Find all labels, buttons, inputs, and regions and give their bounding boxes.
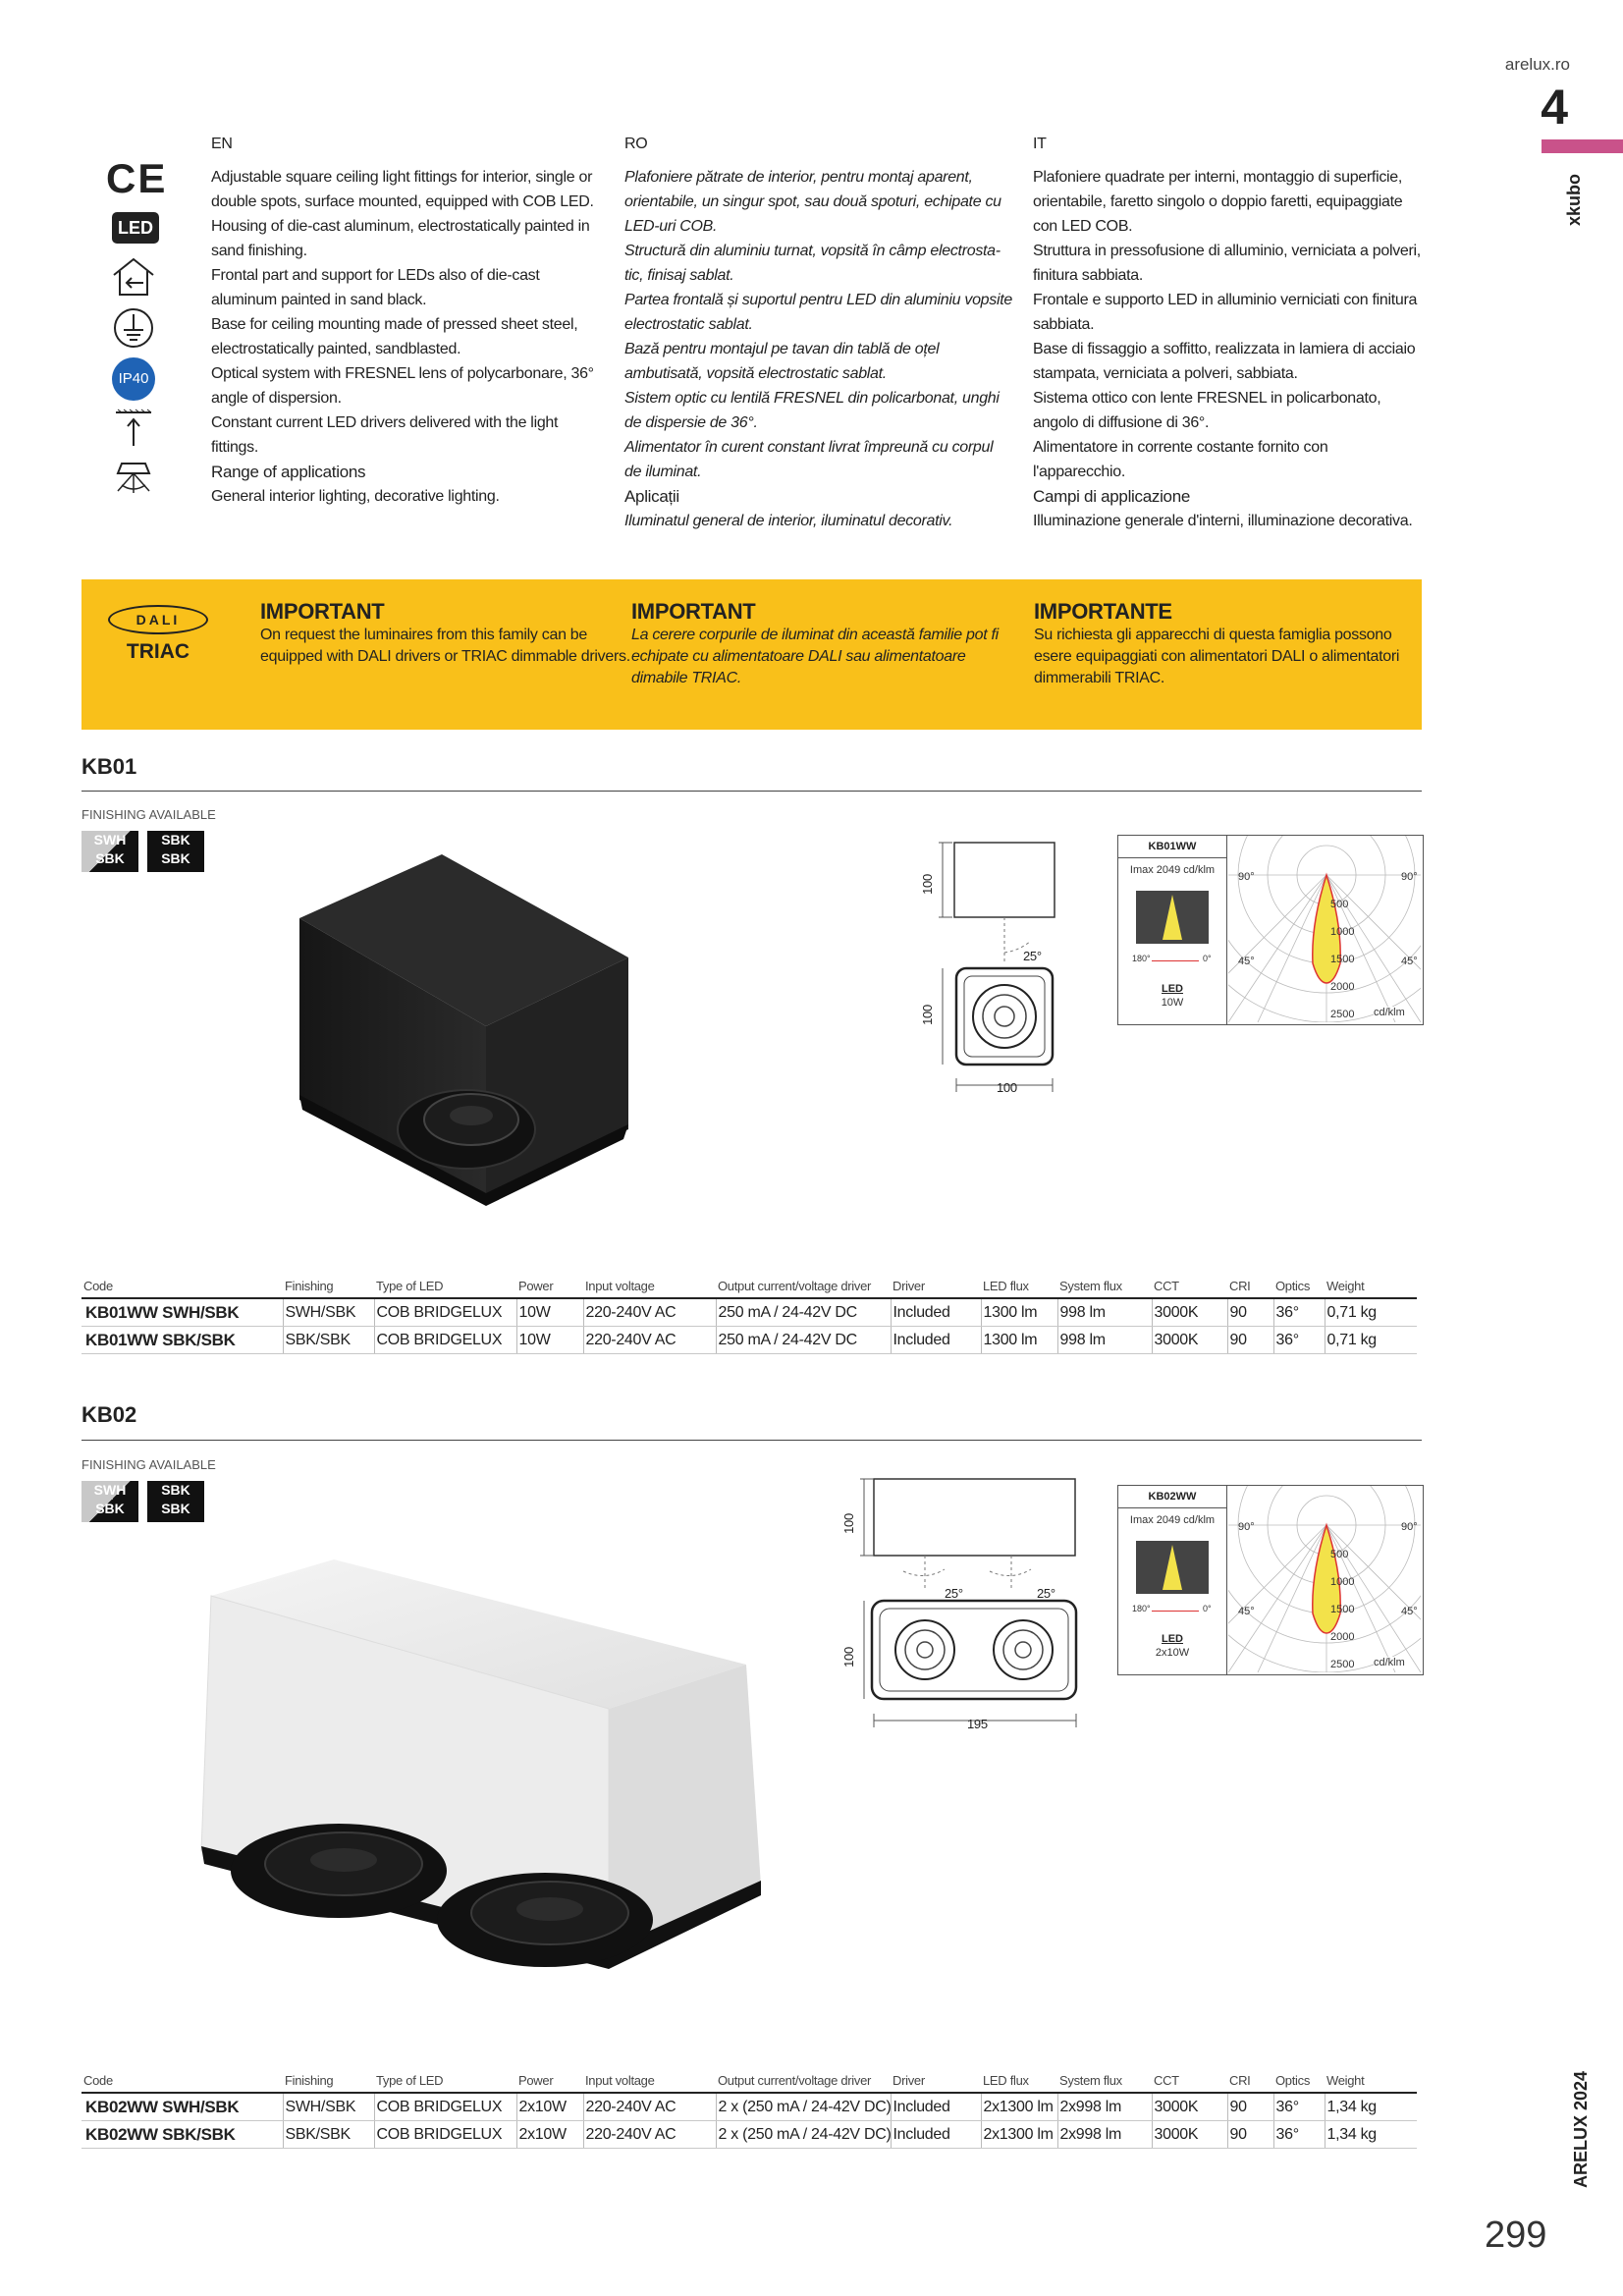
intro-it-p6: Alimentatore in corrente costante fornito con l'apparecchio.	[1033, 439, 1328, 480]
kb01-swatch-sbk-sbk	[147, 831, 204, 872]
intro-it-p1: Plafoniere quadrate per interni, montaggio di superficie, orientabile, faretto singolo o doppio faretti, equipaggiate con LED COB.	[1033, 169, 1403, 235]
kb02-angle-0: 0°	[1203, 1604, 1212, 1613]
col-led-flux: LED flux	[981, 2068, 1057, 2093]
kb02-polar-500: 500	[1330, 1549, 1349, 1560]
kb02-finishing-label: FINISHING AVAILABLE	[81, 1457, 216, 1472]
cell-code: KB02WW SBK/SBK	[81, 2121, 283, 2149]
cell-cct: 3000K	[1152, 2093, 1227, 2121]
swatch-bottom-label: SBK	[161, 1501, 190, 1516]
intro-ro-p1: Plafoniere pătrate de interior, pentru montaj aparent, orientabile, un singur spot, sau două spoturi, echipate cu LED-uri COB.	[624, 169, 1001, 235]
important-en	[260, 599, 633, 668]
cell-led-flux: 2x1300 lm	[981, 2093, 1057, 2121]
kb02-angle-180: 180°	[1132, 1604, 1151, 1613]
kb02-polar-diagram	[1228, 1486, 1421, 1672]
intro-it-p3: Frontale e supporto LED in alluminio verniciati con finitura sabbiata.	[1033, 292, 1418, 333]
cell-output: 2 x (250 mA / 24-42V DC)	[716, 2093, 891, 2121]
cell-cri: 90	[1227, 1327, 1273, 1354]
col-output: Output current/voltage driver	[716, 1274, 891, 1298]
important-ro	[631, 599, 1004, 689]
kb01-polar-45-left: 45°	[1238, 956, 1255, 967]
col-weight: Weight	[1325, 2068, 1417, 2093]
intro-ro	[624, 136, 1012, 533]
cell-power: 2x10W	[516, 2093, 583, 2121]
kb01-led-label: LED	[1162, 983, 1183, 995]
kb01-angle-180: 180°	[1132, 954, 1151, 963]
important-text-en: On request the luminaires from this family can be equipped with DALI drivers or TRIAC dimmable drivers.	[260, 627, 630, 665]
cell-optics: 36°	[1273, 2093, 1325, 2121]
col-code: Code	[81, 1274, 283, 1298]
kb01-polar-45-right: 45°	[1401, 956, 1418, 967]
col-optics: Optics	[1273, 2068, 1325, 2093]
swatch-top-label: SWH	[93, 832, 127, 847]
swatch-bottom-label: SBK	[161, 850, 190, 866]
kb01-polar-unit: cd/klm	[1374, 1007, 1405, 1018]
table-header-row	[81, 1274, 1417, 1298]
cell-weight: 1,34 kg	[1325, 2093, 1417, 2121]
intro-en-p2: Housing of die-cast aluminum, electrostatically painted in sand finishing.	[211, 218, 590, 259]
kb01-angle-0: 0°	[1203, 954, 1212, 963]
page-number: 299	[1485, 2214, 1547, 2256]
kb02-angle-line	[1152, 1611, 1199, 1612]
lang-label-it: IT	[1033, 136, 1047, 152]
apps-title-ro: Aplicații	[624, 487, 679, 506]
cell-cct: 3000K	[1152, 1298, 1227, 1327]
cell-system-flux: 2x998 lm	[1057, 2093, 1152, 2121]
kb02-polar-1500: 1500	[1330, 1604, 1355, 1615]
kb01-dim-depth: 100	[919, 1005, 935, 1025]
class-ii-house-icon	[110, 255, 157, 299]
cell-led-type: COB BRIDGELUX	[374, 1298, 516, 1327]
swatch-top-label: SBK	[161, 1482, 190, 1498]
col-finishing: Finishing	[283, 2068, 374, 2093]
intro-ro-p5: Sistem optic cu lentilă FRESNEL din policarbonat, unghi de dispersie de 36°.	[624, 390, 1000, 431]
cell-optics: 36°	[1273, 1298, 1325, 1327]
col-code: Code	[81, 2068, 283, 2093]
kb02-polar-1000: 1000	[1330, 1576, 1355, 1588]
col-cri: CRI	[1227, 2068, 1273, 2093]
apps-text-it: Illuminazione generale d'interni, illuminazione decorativa.	[1033, 513, 1413, 529]
kb02-product-image	[196, 1552, 766, 1984]
important-title-en: IMPORTANT	[260, 599, 385, 624]
kb02-beam-icon	[1136, 1541, 1209, 1594]
swatch-top-label: SBK	[161, 832, 190, 847]
cell-system-flux: 998 lm	[1057, 1327, 1152, 1354]
cell-code: KB01WW SWH/SBK	[81, 1298, 283, 1327]
cell-optics: 36°	[1273, 2121, 1325, 2149]
kb01-imax: Imax 2049 cd/klm	[1129, 864, 1216, 876]
intro-it	[1033, 136, 1421, 533]
intro-it-p5: Sistema ottico con lente FRESNEL in policarbonato, angolo di diffusione di 36°.	[1033, 390, 1381, 431]
kb02-polar-45-left: 45°	[1238, 1606, 1255, 1617]
table-row	[81, 1327, 1417, 1354]
cell-output: 250 mA / 24-42V DC	[716, 1298, 891, 1327]
kb01-polar-1000: 1000	[1330, 926, 1355, 938]
swatch-top-label: SWH	[93, 1482, 127, 1498]
kb01-product-image	[285, 845, 648, 1208]
col-optics: Optics	[1273, 1274, 1325, 1298]
kb01-dim-width: 100	[997, 1080, 1017, 1095]
important-text-it: Su richiesta gli apparecchi di questa famiglia possono esere equipaggiati con alimentatori DALI o alimentatori dimmerabili TRIAC.	[1034, 627, 1400, 686]
table-row	[81, 1298, 1417, 1327]
kb01-rule	[81, 791, 1422, 792]
cell-led-flux: 1300 lm	[981, 1327, 1057, 1354]
cell-driver: Included	[891, 1298, 981, 1327]
catalog-year: ARELUX 2024	[1571, 2070, 1591, 2188]
table-row	[81, 2121, 1417, 2149]
intro-it-p2: Struttura in pressofusione di alluminio, verniciata a polveri, finitura sabbiata.	[1033, 243, 1421, 284]
col-finishing: Finishing	[283, 1274, 374, 1298]
cell-led-type: COB BRIDGELUX	[374, 2093, 516, 2121]
family-name: xkubo	[1564, 173, 1584, 226]
col-driver: Driver	[891, 1274, 981, 1298]
col-input-voltage: Input voltage	[583, 2068, 716, 2093]
section-number: 4	[1541, 80, 1568, 135]
cell-cct: 3000K	[1152, 2121, 1227, 2149]
cell-finishing: SWH/SBK	[283, 2093, 374, 2121]
kb02-dim-height: 100	[840, 1513, 856, 1534]
kb02-dim-width: 195	[967, 1717, 988, 1731]
lang-label-ro: RO	[624, 136, 648, 152]
cell-finishing: SBK/SBK	[283, 1327, 374, 1354]
kb02-spec-table	[81, 2068, 1417, 2149]
intro-en-p5: Optical system with FRESNEL lens of polycarbonare, 36° angle of dispersion.	[211, 365, 594, 407]
col-led-type: Type of LED	[374, 2068, 516, 2093]
kb01-angle-line	[1152, 960, 1199, 961]
intro-en-p6: Constant current LED drivers delivered with the light fittings.	[211, 414, 559, 456]
cell-system-flux: 2x998 lm	[1057, 2121, 1152, 2149]
apps-title-it: Campi di applicazione	[1033, 487, 1191, 506]
cell-finishing: SBK/SBK	[283, 2121, 374, 2149]
col-system-flux: System flux	[1057, 1274, 1152, 1298]
kb02-led-label: LED	[1162, 1633, 1183, 1645]
cell-output: 2 x (250 mA / 24-42V DC)	[716, 2121, 891, 2149]
kb02-photometric-box	[1117, 1485, 1424, 1675]
cell-code: KB02WW SWH/SBK	[81, 2093, 283, 2121]
kb01-title: KB01	[81, 754, 137, 779]
cell-power: 10W	[516, 1298, 583, 1327]
ground-symbol-icon	[112, 306, 155, 350]
cell-finishing: SWH/SBK	[283, 1298, 374, 1327]
cell-driver: Included	[891, 2121, 981, 2149]
cell-cct: 3000K	[1152, 1327, 1227, 1354]
cell-driver: Included	[891, 2093, 981, 2121]
col-led-flux: LED flux	[981, 1274, 1057, 1298]
kb01-polar-diagram	[1228, 836, 1421, 1022]
col-power: Power	[516, 1274, 583, 1298]
kb01-polar-2500: 2500	[1330, 1009, 1355, 1020]
ce-mark-icon: CE	[106, 155, 168, 201]
cell-input-voltage: 220-240V AC	[583, 2121, 716, 2149]
kb02-rule	[81, 1440, 1422, 1441]
kb02-dim-tilt-b: 25°	[1037, 1586, 1055, 1601]
cell-power: 2x10W	[516, 2121, 583, 2149]
kb02-dim-tilt-a: 25°	[945, 1586, 963, 1601]
kb02-polar-90-right: 90°	[1401, 1521, 1418, 1533]
important-text-ro: La cerere corpurile de iluminat din această familie pot fi echipate cu alimentatoare DALI sau alimentatoare dimabile TRIAC.	[631, 627, 999, 686]
adjustable-beam-icon	[108, 454, 159, 497]
cell-led-type: COB BRIDGELUX	[374, 2121, 516, 2149]
kb01-model-label: KB01WW	[1118, 836, 1226, 858]
intro-en-p4: Base for ceiling mounting made of pressed sheet steel, electrostatically painted, sandblasted.	[211, 316, 578, 357]
led-icon: LED	[112, 212, 159, 244]
kb01-led-power: 10W	[1161, 997, 1184, 1009]
ceiling-mount-icon	[112, 409, 155, 448]
cell-led-flux: 2x1300 lm	[981, 2121, 1057, 2149]
kb02-swatch-sbk-sbk	[147, 1481, 204, 1522]
col-output: Output current/voltage driver	[716, 2068, 891, 2093]
kb02-polar-90-left: 90°	[1238, 1521, 1255, 1533]
kb01-polar-90-right: 90°	[1401, 871, 1418, 883]
cell-input-voltage: 220-240V AC	[583, 2093, 716, 2121]
cell-power: 10W	[516, 1327, 583, 1354]
cell-optics: 36°	[1273, 1327, 1325, 1354]
apps-title-en: Range of applications	[211, 463, 366, 481]
important-title-it: IMPORTANTE	[1034, 599, 1172, 624]
kb02-polar-2000: 2000	[1330, 1631, 1355, 1643]
important-title-ro: IMPORTANT	[631, 599, 756, 624]
important-band	[81, 579, 1422, 730]
col-input-voltage: Input voltage	[583, 1274, 716, 1298]
dali-logo: DALI	[108, 605, 208, 634]
kb01-polar-90-left: 90°	[1238, 871, 1255, 883]
kb01-polar-500: 500	[1330, 899, 1349, 910]
cell-cri: 90	[1227, 2121, 1273, 2149]
table-row	[81, 2093, 1417, 2121]
cell-output: 250 mA / 24-42V DC	[716, 1327, 891, 1354]
kb01-finishing-label: FINISHING AVAILABLE	[81, 807, 216, 822]
cell-weight: 1,34 kg	[1325, 2121, 1417, 2149]
col-cct: CCT	[1152, 2068, 1227, 2093]
apps-text-en: General interior lighting, decorative lighting.	[211, 488, 500, 505]
kb02-polar-unit: cd/klm	[1374, 1657, 1405, 1668]
table-header-row	[81, 2068, 1417, 2093]
kb02-swatch-swh-sbk	[81, 1481, 138, 1522]
triac-label: TRIAC	[126, 640, 190, 663]
kb02-title: KB02	[81, 1402, 137, 1427]
kb01-swatch-swh-sbk	[81, 831, 138, 872]
kb01-polar-1500: 1500	[1330, 954, 1355, 965]
cell-led-flux: 1300 lm	[981, 1298, 1057, 1327]
intro-it-p4: Base di fissaggio a soffitto, realizzata in lamiera di acciaio stampata, verniciata a polveri, sabbiata.	[1033, 341, 1416, 382]
intro-ro-p6: Alimentator în curent constant livrat împreună cu corpul de iluminat.	[624, 439, 994, 480]
cell-led-type: COB BRIDGELUX	[374, 1327, 516, 1354]
kb01-dimension-drawing	[913, 835, 1080, 1100]
ip40-icon: IP40	[112, 357, 155, 401]
intro-en-p1: Adjustable square ceiling light fittings for interior, single or double spots, surface mounted, equipped with COB LED.	[211, 169, 594, 210]
section-accent-bar	[1542, 139, 1623, 153]
col-led-type: Type of LED	[374, 1274, 516, 1298]
lang-label-en: EN	[211, 136, 233, 152]
kb01-dim-height: 100	[919, 874, 935, 895]
cell-cri: 90	[1227, 1298, 1273, 1327]
intro-ro-p3: Partea frontală și suportul pentru LED din aluminiu vopsite electrostatic sablat.	[624, 292, 1012, 333]
kb02-imax: Imax 2049 cd/klm	[1129, 1514, 1216, 1526]
kb02-polar-45-right: 45°	[1401, 1606, 1418, 1617]
col-power: Power	[516, 2068, 583, 2093]
intro-ro-p2: Structură din aluminiu turnat, vopsită în câmp electrosta- tic, finisaj sablat.	[624, 243, 1001, 284]
cell-cri: 90	[1227, 2093, 1273, 2121]
col-weight: Weight	[1325, 1274, 1417, 1298]
important-it	[1034, 599, 1407, 689]
kb01-polar-2000: 2000	[1330, 981, 1355, 993]
kb01-dim-tilt: 25°	[1023, 949, 1042, 963]
intro-ro-p4: Bază pentru montajul pe tavan din tablă de oțel ambutisată, vopsită electrostatic sablat.	[624, 341, 940, 382]
swatch-bottom-label: SBK	[95, 1501, 125, 1516]
apps-text-ro: Iluminatul general de interior, iluminatul decorativ.	[624, 513, 953, 529]
swatch-bottom-label: SBK	[95, 850, 125, 866]
site-url: arelux.ro	[1504, 55, 1570, 74]
kb02-dimension-drawing	[835, 1475, 1090, 1750]
kb02-dim-depth: 100	[840, 1647, 856, 1667]
cell-weight: 0,71 kg	[1325, 1327, 1417, 1354]
cell-weight: 0,71 kg	[1325, 1298, 1417, 1327]
kb02-model-label: KB02WW	[1118, 1486, 1226, 1508]
cell-input-voltage: 220-240V AC	[583, 1298, 716, 1327]
cell-driver: Included	[891, 1327, 981, 1354]
col-cri: CRI	[1227, 1274, 1273, 1298]
cell-code: KB01WW SBK/SBK	[81, 1327, 283, 1354]
intro-en-p3: Frontal part and support for LEDs also of die-cast aluminum painted in sand black.	[211, 267, 540, 308]
kb01-spec-table	[81, 1274, 1417, 1354]
col-cct: CCT	[1152, 1274, 1227, 1298]
kb01-photometric-box	[1117, 835, 1424, 1025]
cell-system-flux: 998 lm	[1057, 1298, 1152, 1327]
kb02-led-power: 2x10W	[1155, 1647, 1190, 1659]
intro-en	[211, 136, 599, 509]
cell-input-voltage: 220-240V AC	[583, 1327, 716, 1354]
col-system-flux: System flux	[1057, 2068, 1152, 2093]
kb02-polar-2500: 2500	[1330, 1659, 1355, 1670]
col-driver: Driver	[891, 2068, 981, 2093]
kb01-beam-icon	[1136, 891, 1209, 944]
